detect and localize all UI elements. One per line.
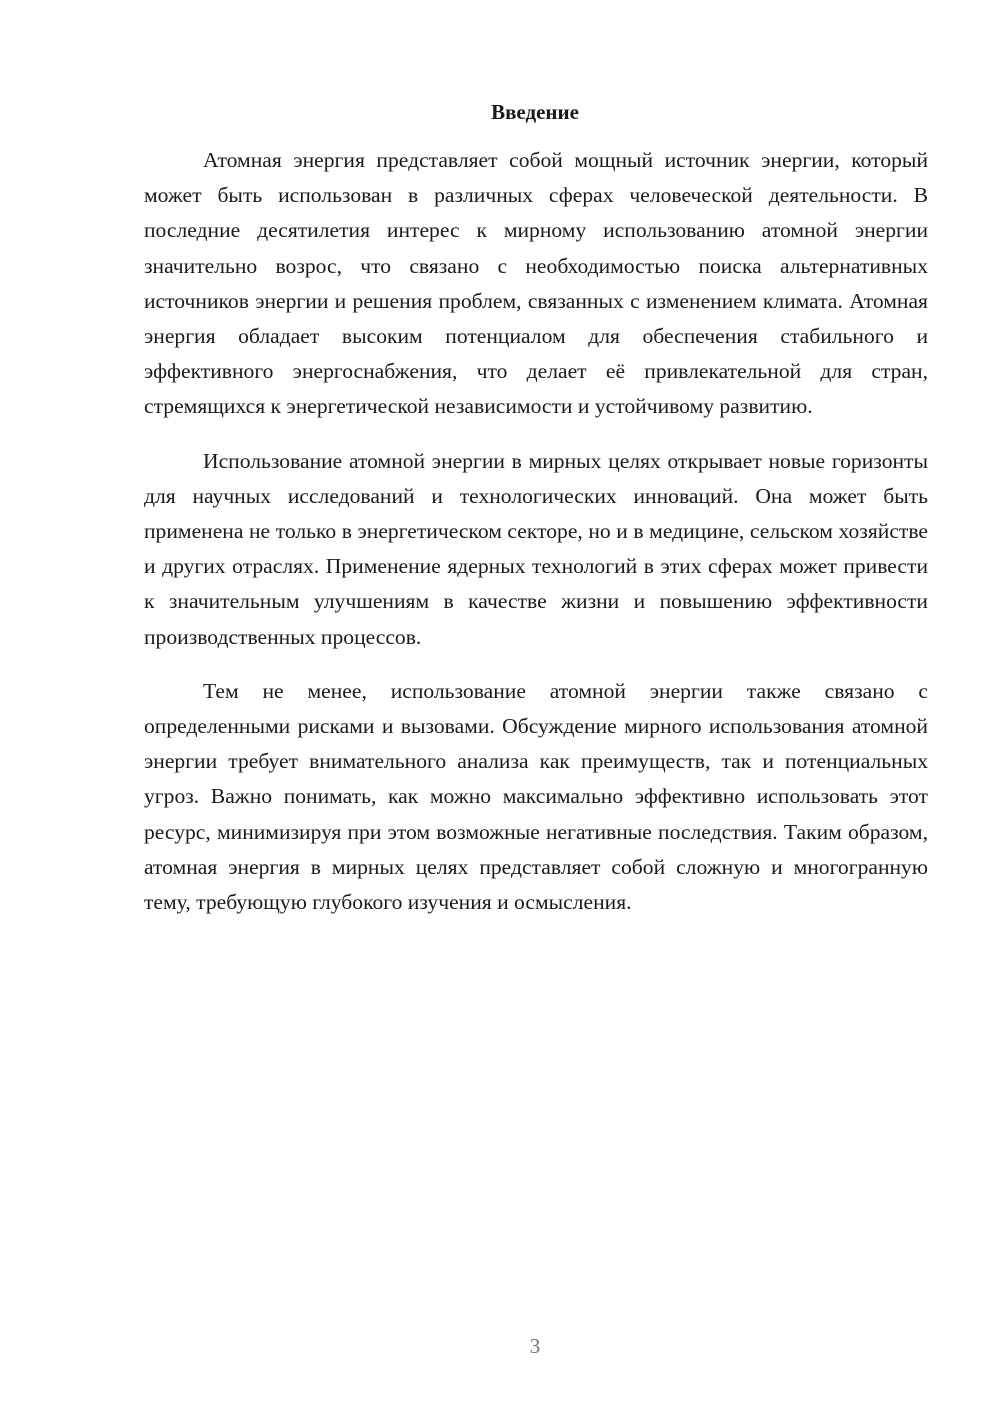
paragraph-1: Атомная энергия представляет собой мощный источник энергии, который может быть использован в различных сферах человеческой деятельности. В последние десятилетия интерес к мирному использованию атомной энергии значительно возрос, что связано с необходимостью поиска альтернативных источников энергии и решения проблем, связанных с изменением климата. Атомная энергия обладает высоким потенциалом для обеспечения стабильного и эффективного энергоснабжения, что делает её привлекательной для стран, стремящихся к энергетической независимости и устойчивому развитию. <box>144 148 928 419</box>
paragraph-3: Тем не менее, использование атомной энергии также связано с определенными рисками и вызовами. Обсуждение мирного использования атомной энергии требует внимательного анализа как преимуществ, так и потенциальных угроз. Важно понимать, как можно максимально эффективно использовать этот ресурс, минимизируя при этом возможные негативные последствия. Таким образом, атомная энергия в мирных целях представляет собой сложную и многогранную тему, требующую глубокого изучения и осмысления. <box>144 678 928 915</box>
section-title: Введение <box>491 100 579 124</box>
page-number: 3 <box>529 1334 541 1358</box>
document-body <box>144 143 928 939</box>
paragraph-2: Использование атомной энергии в мирных целях открывает новые горизонты для научных исследований и технологических инноваций. Она может быть применена не только в энергетическом секторе, но и в медицине, сельском хозяйстве и других отраслях. Применение ядерных технологий в этих сферах может привести к значительным улучшениям в качестве жизни и повышению эффективности производственных процессов. <box>144 448 928 649</box>
